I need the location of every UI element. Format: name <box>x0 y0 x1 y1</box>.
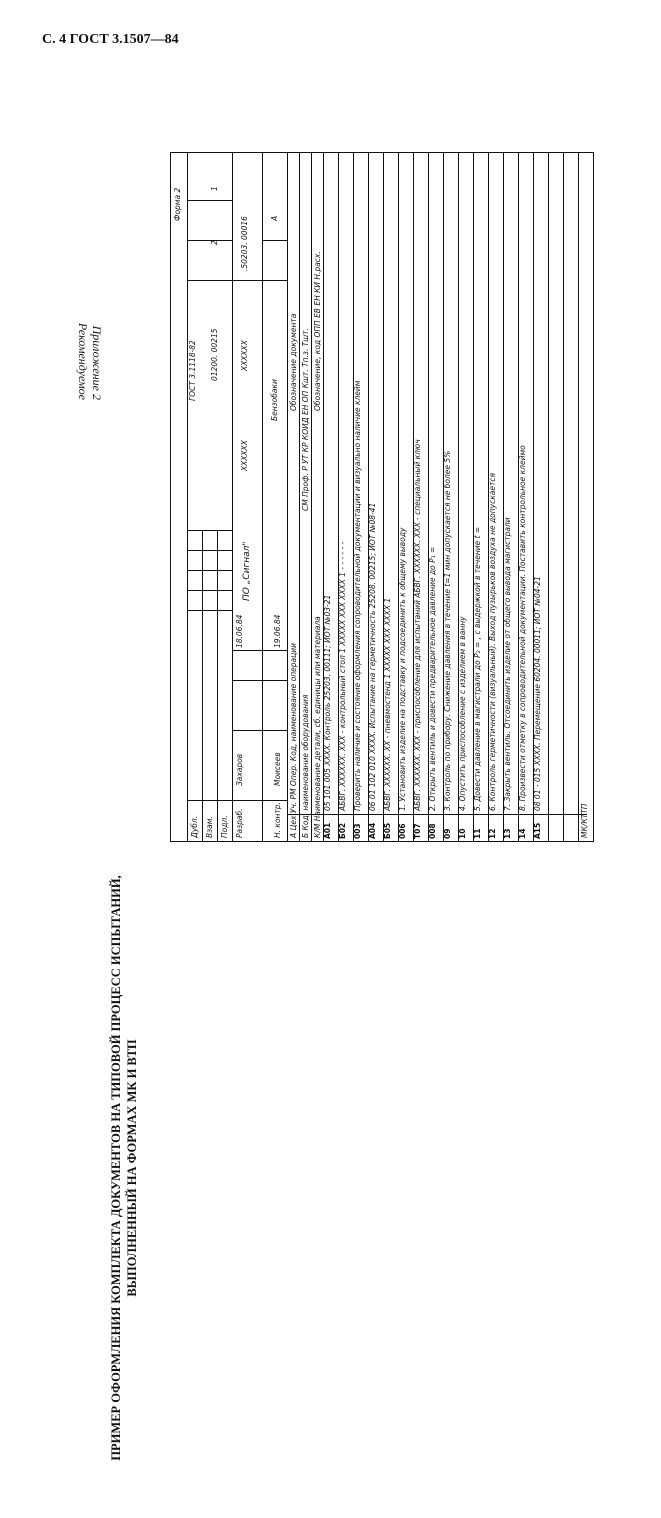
header-row-a: А Цех Уч. РМ Опер. Код, наименование операции <box>289 643 298 838</box>
appendix-line-1: Приложение 2 <box>90 325 104 400</box>
table-row: А01 05 101 005 XXXX. Контроль 25203. 00111; ИОТ №03-21 <box>323 594 332 839</box>
role-normcontrol: Н. контр. <box>273 802 282 838</box>
table-row: 11 5. Довести давление в магистрали до P₂ = , с выдержкой в течение t = <box>473 526 482 839</box>
header-row-k: К/М Наименование детали, сб. единицы или материала <box>313 616 322 838</box>
appendix-line-2: Рекомендуемое <box>76 322 90 400</box>
developer-name: Захаров <box>235 753 244 786</box>
product-name: Бензобаки <box>270 379 279 421</box>
table-row: Б05 АБВГ. XXXXXX. XX - пневмостенд 1 XXXXX XXX XXXX 1 <box>383 597 392 839</box>
title-line-2: ВЫПОЛНЕННЫЙ НА ФОРМАХ МК И ВТП <box>125 1039 139 1297</box>
table-row: 13 7. Закрыть вентиль. Отсоединить изделие от общего вывода магистрали <box>503 517 512 839</box>
doc-code-b: XXXXXX <box>240 340 249 371</box>
table-row: Б02 АБВГ. XXXXXX. XXX - контрольный стол 1 XXXXX XXX XXXX 1 - - - - - - <box>338 541 347 839</box>
header-row-b-cols: СМ Проф. Р УТ КР КОИД ЕН ОП Кшт. Тп.з. Тшт. <box>301 328 310 511</box>
label-podl: Подл. <box>220 815 229 838</box>
table-row: А04 06 01 102 010 XXXX. Испытание на герметичность 25208. 00215; ИОТ №08-41 <box>368 502 377 839</box>
developer-date: 18.06.84 <box>235 614 244 648</box>
table-row: 12 6. Контроль герметичности (визуальный). Выход пузырьков воздуха не допускается <box>488 473 497 839</box>
table-row: Т07 АБВГ. XXXXXX. XXX - приспособление для испытаний АБВГ. XXXXXX. XXX - специальный ключ <box>413 439 422 839</box>
table-row: 008 2. Открыть вентиль и довести предварительное давление до P₁ = <box>428 546 437 839</box>
doc-code-a: 01200. 00215 <box>210 328 219 381</box>
form-footer-code: МК/КТТП <box>580 803 589 838</box>
table-row: 09 3. Контроль по прибору. Снижение давления в течение t=1 мин допускается не более 5% <box>443 450 452 839</box>
page-header: С. 4 ГОСТ 3.1507—84 <box>42 32 179 47</box>
header-row-k-cols: Обозначение, код ОПП ЕВ ЕН КИ Н.расх. <box>313 251 322 411</box>
normcontrol-name: Моисеев <box>273 752 282 786</box>
table-row: 006 1. Установить изделие на подставку и подсоединить к общему выводу <box>398 527 407 839</box>
sheets-count: 2 <box>210 240 219 245</box>
form-label: Форма 2 <box>173 187 182 221</box>
route-card-form <box>170 152 594 842</box>
designation: .50203. 00016 <box>240 216 249 271</box>
route-card-rotated <box>171 153 593 841</box>
table-row: 003 Проверить наличие и состояние оформления сопроводительной документации и визуально наличие клейм <box>353 380 362 839</box>
label-vzam: Взам. <box>205 816 214 838</box>
role-developer: Разраб. <box>235 808 244 838</box>
table-row: А15 08 01 - 015 XXXX. Перемещение 60204. 00011; ИОТ №04-21 <box>533 576 542 839</box>
table-row: 10 4. Опустить приспособление с изделием в ванну <box>458 616 467 839</box>
table-row: 14 8. Произвести отметку в сопроводительной документации. Поставить контрольное клеймо <box>518 445 527 839</box>
mid-code: XXXXXX <box>240 440 249 471</box>
gost-reference: ГОСТ 3.1118-82 <box>188 340 197 401</box>
normcontrol-date: 19.06.84 <box>273 614 282 648</box>
sheet-number: 1 <box>210 186 219 191</box>
table-row <box>548 153 563 841</box>
label-dubl: Дубл. <box>190 815 199 838</box>
header-row-a-doc: Обозначение документа <box>289 313 298 411</box>
title-line-1: ПРИМЕР ОФОРМЛЕНИЯ КОМПЛЕКТА ДОКУМЕНТОВ НА ТИПОВОЙ ПРОЦЕСС ИСПЫТАНИЙ, <box>109 875 123 1461</box>
letter: A <box>270 215 279 221</box>
header-row-b: Б Код, наименование оборудования <box>301 694 310 838</box>
po-name: ПО „Сигнал" <box>242 541 252 601</box>
appendix-note <box>64 100 104 400</box>
